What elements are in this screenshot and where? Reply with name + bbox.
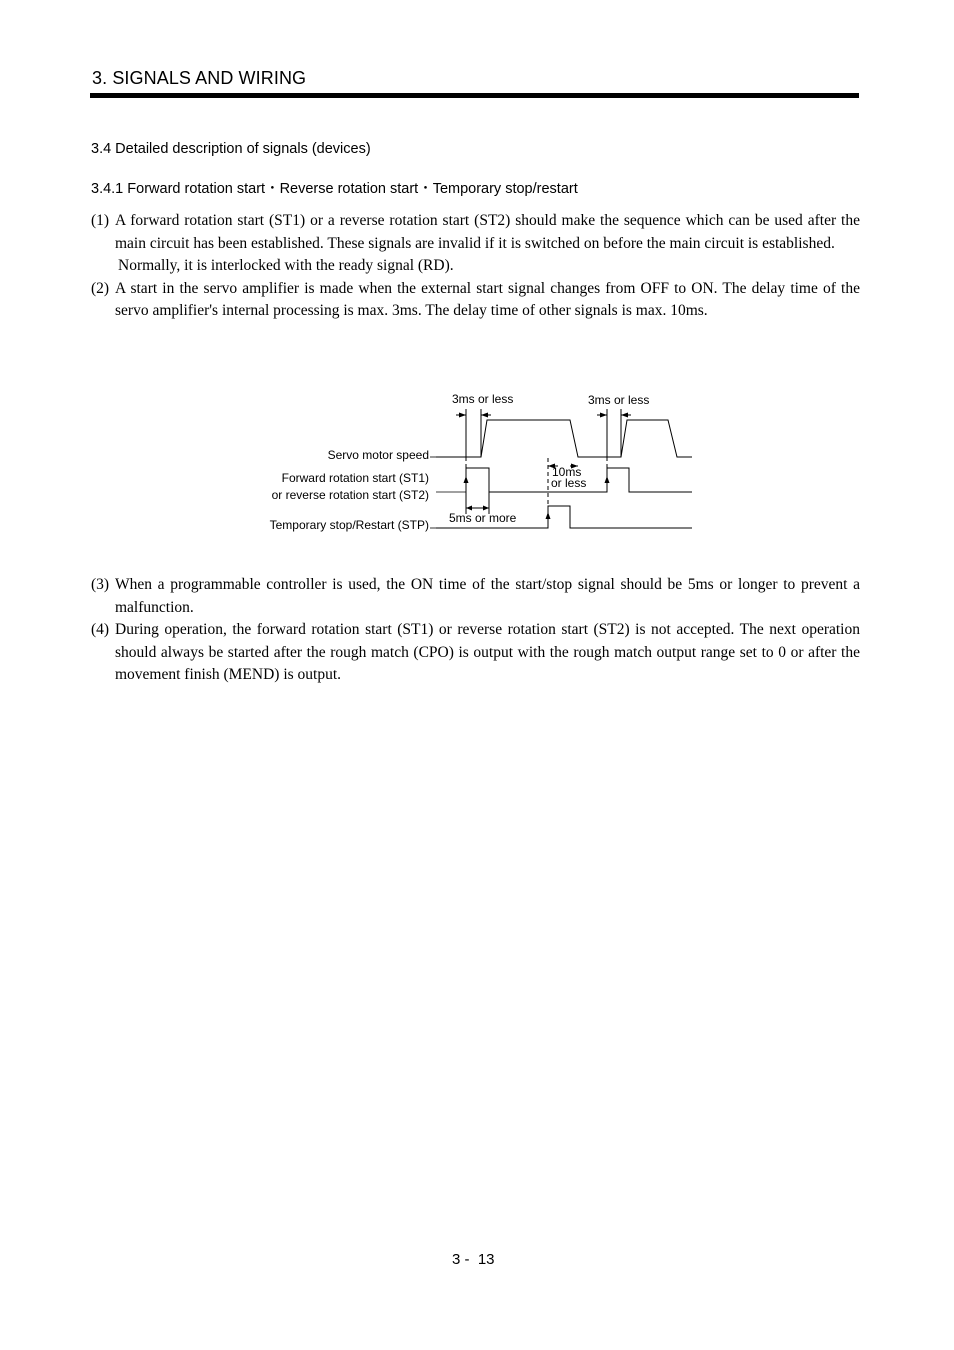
servo-speed-waveform bbox=[436, 420, 692, 457]
list-item bbox=[91, 619, 860, 687]
annotation-10ms-line2: or less bbox=[551, 476, 587, 490]
section-heading: 3.4 Detailed description of signals (devices) bbox=[91, 141, 371, 157]
arrowhead bbox=[621, 413, 628, 418]
rising-edge-arrow bbox=[605, 476, 610, 483]
items-group-2 bbox=[91, 574, 860, 687]
rising-edge-arrow bbox=[546, 512, 551, 519]
item-note: Normally, it is interlocked with the ready signal (RD). bbox=[118, 257, 454, 275]
label-start-signal-line2: or reverse rotation start (ST2) bbox=[271, 488, 429, 502]
items-group-1 bbox=[91, 210, 860, 323]
page-number: 3 - 13 bbox=[452, 1251, 495, 1268]
list-item bbox=[91, 278, 860, 323]
list-item bbox=[91, 210, 860, 255]
item-text: A forward rotation start (ST1) or a reverse rotation start (ST2) should make the sequence which can be used after the main circuit has been established. These signals are invalid if it is switched on before the main circuit is established. bbox=[115, 212, 860, 252]
timing-chart bbox=[240, 384, 710, 544]
item-text: During operation, the forward rotation start (ST1) or reverse rotation start (ST2) is not accepted. The next operation should always be started after the rough match (CPO) is output with the rough match output range set to 0 or after the movement finish (MEND) is output. bbox=[115, 621, 860, 684]
arrowhead bbox=[466, 506, 472, 511]
chapter-title: 3. SIGNALS AND WIRING bbox=[92, 68, 307, 88]
list-item bbox=[91, 574, 860, 619]
annotation-10ms-line1: 10ms bbox=[552, 465, 582, 479]
label-servo-motor-speed: Servo motor speed bbox=[327, 448, 429, 462]
item-number: (4) bbox=[91, 621, 110, 639]
arrowhead bbox=[483, 506, 489, 511]
label-start-signal-line1: Forward rotation start (ST1) bbox=[281, 471, 429, 485]
chapter-rule bbox=[90, 93, 859, 98]
item-number: (1) bbox=[91, 212, 110, 229]
annotation-3ms-2: 3ms or less bbox=[588, 393, 650, 407]
item-text: When a programmable controller is used, the ON time of the start/stop signal should be 5ms or longer to prevent a malfunction. bbox=[115, 576, 860, 616]
subsection-heading: 3.4.1 Forward rotation start・Reverse rotation start・Temporary stop/restart bbox=[91, 181, 578, 197]
arrowhead bbox=[481, 413, 488, 418]
annotation-3ms-1: 3ms or less bbox=[452, 392, 514, 406]
arrowhead bbox=[600, 413, 607, 418]
arrowhead bbox=[459, 413, 466, 418]
item-text: A start in the servo amplifier is made when the external start signal changes from OFF to ON. The delay time of the servo amplifier's internal processing is max. 3ms. The delay time of other signals is max. 10ms. bbox=[115, 279, 860, 320]
item-number: (3) bbox=[91, 576, 110, 593]
annotation-5ms: 5ms or more bbox=[449, 511, 517, 525]
rising-edge-arrow bbox=[464, 476, 469, 483]
label-stp-signal: Temporary stop/Restart (STP) bbox=[269, 518, 429, 532]
item-number: (2) bbox=[91, 279, 110, 297]
